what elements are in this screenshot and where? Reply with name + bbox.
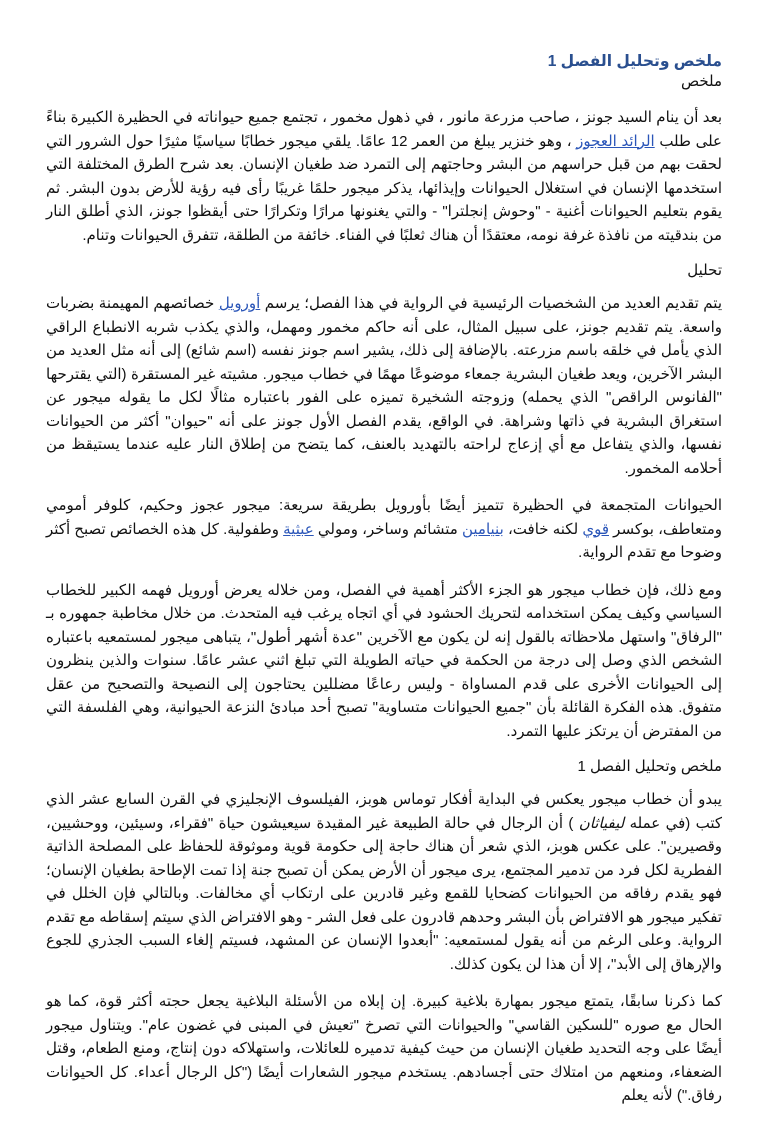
analysis-2-text-1: الحيوانات المتجمعة في الحظيرة تتميز أيضًا بأورويل بطريقة سريعة: ميجور عجوز وحكيم، كلوفر أمومي ومتعاطف، بوكسر [46, 497, 723, 538]
strong-link[interactable]: قوي [582, 520, 609, 538]
analysis-2-text-2: لكنه خافت، [503, 520, 583, 538]
orwell-link[interactable]: أورويل [218, 295, 261, 312]
old-major-link[interactable]: الرائد العجوز [576, 132, 655, 150]
section-subtitle: ملخص [680, 73, 722, 90]
absurd-link[interactable]: عبثية [283, 520, 314, 538]
analysis-paragraph-2 [46, 494, 722, 565]
analysis-2-text-3: متشائم وساخر، ومولي [313, 520, 462, 538]
analysis-paragraph-4 [46, 788, 722, 976]
analysis-4-text-end: ) أن الرجال في حالة الطبيعة غير المقيدة سيعيشون حياة "فقراء، وسيئين، ووحشيين، وقصيرين". على عكس هوبز، الذي شعر أن هناك حاجة إلى حكومة قوية وموثوقة للحفاظ على المصلحة الذاتية الفطرية لكل فرد من تدمير المجتمع، يرى ميجور أن الأرض يمكن أن تصبح جنة إذا تمت الإطاحة بطغيان الإنسان؛ فهو يقدم رفاقه من الحيوانات كضحايا للقمع وغير قادرين على ارتكاب أي مخالفات. وبالتالي فإن الخلل في تفكير ميجور هو الافتراض بأن البشر وحدهم قادرون على فعل الشر - وهو الافتراض الذي سيتم إسقاطه مع تقدم الرواية. وعلى الرغم من أنه يقول لمستمعيه: "أبعدوا الإنسان عن المشهد، فسيتم إلغاء السبب الجذري للجوع والإرهاق إلى الأبد"، إلا أن هذا لن يكون كذلك. [46, 814, 722, 973]
summary-text-start: بعد أن ينام السيد جونز ، صاحب مزرعة مانور ، في ذهول مخمور ، تجتمع جميع حيواناته في الحظيرة الكبيرة بناءً على طلب [46, 109, 723, 150]
analysis-2-text-4: وطفولية. كل هذه الخصائص تصبح أكثر وضوحا مع تقدم الرواية. [46, 520, 722, 561]
analysis-paragraph-5: كما ذكرنا سابقًا، يتمتع ميجور بمهارة بلاغية كبيرة. إن إبلاه من الأسئلة البلاغية يجعل حجته أكثر قوة، كما هو الحال مع صوره "للسكين القاسي" والحيوانات التي تصرخ "تعيش في المبنى في غضون عام". ويتناول ميجور أيضًا على وجه التحديد طغيان الإنسان من حيث كيفية تدميره للعائلات، واستهلاكه دون إنتاج، ومنع الطعام، وقتل الضعفاء، ومنعهم من امتلاك حتى أجسادهم. يستخدم ميجور الشعارات أيضًا ("كل الرجال أعداء. كل الحيوانات رفاق.") لأنه يعلم [46, 993, 722, 1104]
benjamin-link[interactable]: بنيامين [461, 520, 504, 538]
analysis-1-text-start: يتم تقديم العديد من الشخصيات الرئيسية في الرواية في هذا الفصل؛ يرسم [260, 295, 722, 312]
analysis-4-text-start: يبدو أن خطاب ميجور يعكس في البداية أفكار توماس هوبز، الفيلسوف الإنجليزي في القرن السابع عشر الذي كتب (في عمله [46, 791, 722, 832]
document-title: ملخص وتحليل الفصل 1 [547, 53, 722, 70]
document-page [46, 52, 722, 1122]
analysis-paragraph-3: ومع ذلك، فإن خطاب ميجور هو الجزء الأكثر أهمية في الفصل، ومن خلاله يعرض أورويل فهمه الكبير للخطاب السياسي وكيف يمكن استخدامه لتحريك الحشود في أي اتجاه يرغب فيه المتحدث. من خلال مخاطبة جمهوره بـ "الرفاق" واستهل ملاحظاته بالقول إنه لن يكون مع الآخرين "عدة أشهر أطول"، يتباهى ميجور لمستمعيه باعتباره الشخص الذي وصل إلى درجة من الحكمة في حياته الطويلة التي تبلغ اثني عشر عامًا. سنوات والذين ينظرون إلى الحيوانات الأخرى على قدم المساواة - وليس رعاعًا مضللين يحتاجون إلى النصيحة والتصحيح من عقل متفوق. هذه الفكرة القائلة بأن "جميع الحيوانات متساوية" تصبح أحد مبادئ النزعة الحيوانية، وهي الفلسفة التي من المفترض أن يرتكز عليها التمرد. [46, 581, 722, 740]
analysis-heading: تحليل [687, 262, 722, 279]
analysis-1-text-end: خصائصهم المهيمنة بضربات واسعة. يتم تقديم جونز، على سبيل المثال، على أنه حاكم مخمور ومهمل، والذي يكذب شربه الانطباع الراقي الذي يأمل في خلقه باسم مزرعته. بالإضافة إلى ذلك، يشير اسم جونز نفسه (اسم شائع) إلى أنه مثل العديد من البشر الآخرين، ويعد طغيان البشرية جمعاء موضوعًا مهمًا في خطاب ميجور. مشيته غير المستقرة (التي يقترحها "الفانوس الراقص" الذي يحمله) وزوجته الشخيرة تميزه على الفور باعتباره مثالًا لكل ما يقوله ميجور عن استغراق البشرية في ذاتها وشراهة. في الواقع، يقدم الفصل الأول جونز على أنه "حيوان" أكثر من الحيوانات نفسها، والذي يتفاعل مع أي إزعاج لراحته بالتهديد بالعنف، كما يتضح من إطلاق النار عليه عندما يستيقظ من أحلامه المخمور. [46, 295, 722, 477]
second-section-heading: ملخص وتحليل الفصل 1 [577, 758, 722, 775]
leviathan-title: ليفياثان [578, 814, 625, 832]
summary-text-end: ، وهو خنزير يبلغ من العمر 12 عامًا. يلقي ميجور خطابًا سياسيًا مثيرًا حول الشرور التي لحقت بهم من قبل حراسهم من البشر وحاجتهم إلى التمرد ضد طغيان الإنسان. بعد شرح الطرق المختلفة التي استخدمها الإنسان في استغلال الحيوانات وإيذائها، يذكر ميجور حلمًا غريبًا رأى فيه رؤية للأرض بدون البشر. ثم يقوم بتعليم الحيوانات أغنية - "وحوش إنجلترا" - والتي يغنونها مرارًا وتكرارًا حتى أيقظوا جونز، الذي أطلق النار من بندقيته من نافذة غرفة نومه، معتقدًا أن هناك ثعلبًا في الفناء. خائفة من الطلقة، تتفرق الحيوانات وتنام. [46, 132, 722, 244]
analysis-paragraph-1 [46, 292, 722, 480]
summary-paragraph [46, 106, 722, 247]
